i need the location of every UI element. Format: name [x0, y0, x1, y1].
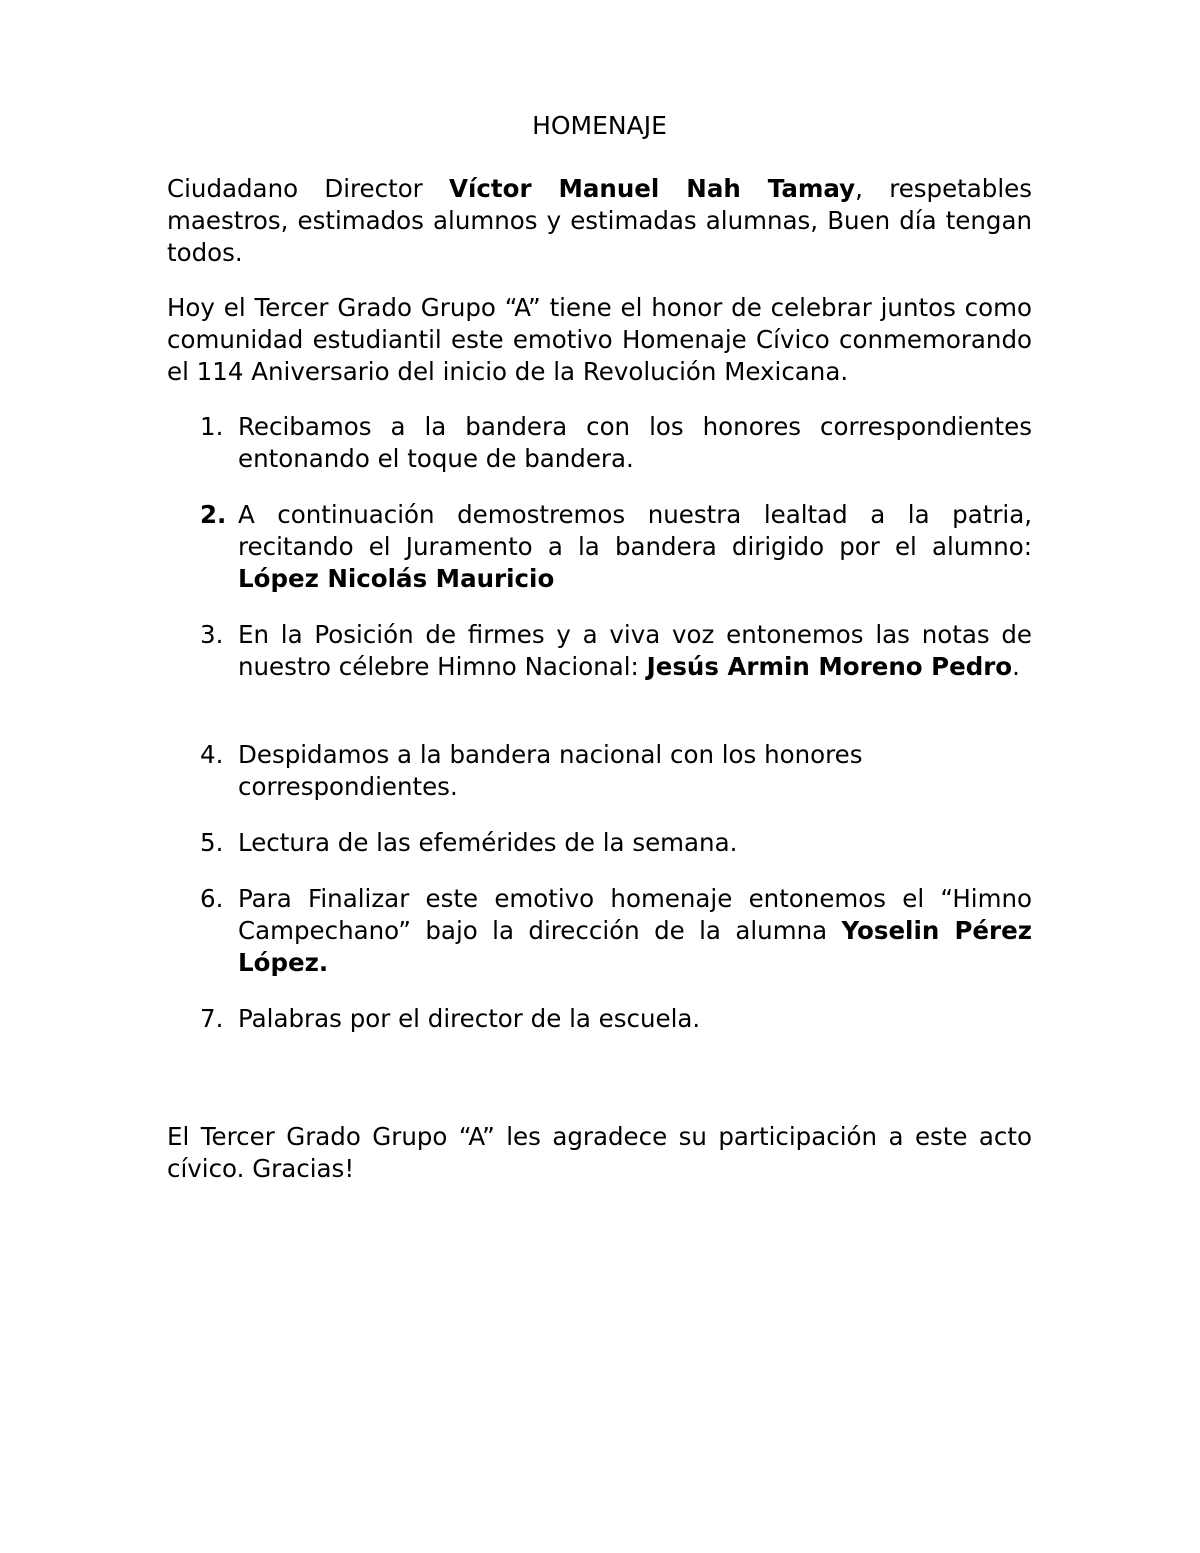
intro-paragraph: Hoy el Tercer Grado Grupo “A” tiene el honor de celebrar juntos como comunidad estudiantil este emotivo Homenaje Cívico conmemorando el 114 Aniversario del inicio de la Revolución Mexicana. [167, 293, 1032, 386]
list-item-number: 3. [200, 620, 224, 649]
list-item [167, 1003, 1032, 1035]
list-item [167, 499, 1032, 595]
list-item-text: Recibamos a la bandera con los honores correspondientes entonando el toque de bandera. [238, 412, 1032, 473]
closing-paragraph: El Tercer Grado Grupo “A” les agradece su participación a este acto cívico. Gracias! [167, 1122, 1032, 1183]
greeting-prefix: Ciudadano Director [167, 174, 450, 203]
program-steps-list [167, 411, 1032, 1035]
student-name: Yoselin Pérez López. [238, 916, 1032, 977]
list-item-suffix: . [1012, 652, 1020, 681]
list-item-number: 7. [200, 1004, 224, 1033]
list-item [167, 619, 1032, 683]
list-item-text: Despidamos a la bandera nacional con los honores correspondientes. [238, 740, 863, 801]
list-item [167, 883, 1032, 979]
document-title: HOMENAJE [532, 111, 667, 140]
list-item-number: 5. [200, 828, 224, 857]
student-name: López Nicolás Mauricio [238, 564, 555, 593]
list-item-number: 6. [200, 884, 224, 913]
document-body [167, 110, 1032, 1185]
director-name: Víctor Manuel Nah Tamay [449, 174, 856, 203]
list-item [167, 739, 1032, 803]
list-item-number: 1. [200, 412, 224, 441]
greeting-suffix: , respetables maestros, estimados alumnos y estimadas alumnas, Buen día tengan todos. [167, 174, 1033, 267]
list-item-text: Lectura de las efemérides de la semana. [238, 828, 738, 857]
list-item [167, 411, 1032, 475]
list-item-number: 4. [200, 740, 224, 769]
greeting-paragraph [167, 173, 1032, 269]
student-name: Jesús Armin Moreno Pedro [646, 652, 1013, 681]
list-item-text: Palabras por el director de la escuela. [238, 1004, 701, 1033]
list-item-text: A continuación demostremos nuestra lealtad a la patria, recitando el Juramento a la bandera dirigido por el alumno: [238, 500, 1032, 561]
list-item-text: En la Posición de firmes y a viva voz entonemos las notas de nuestro célebre Himno Nacional: [238, 620, 1032, 681]
list-item-number: 2. [200, 500, 227, 529]
list-item [167, 827, 1032, 859]
list-item-text: Para Finalizar este emotivo homenaje entonemos el “Himno Campechano” bajo la dirección de la alumna [238, 884, 1032, 945]
